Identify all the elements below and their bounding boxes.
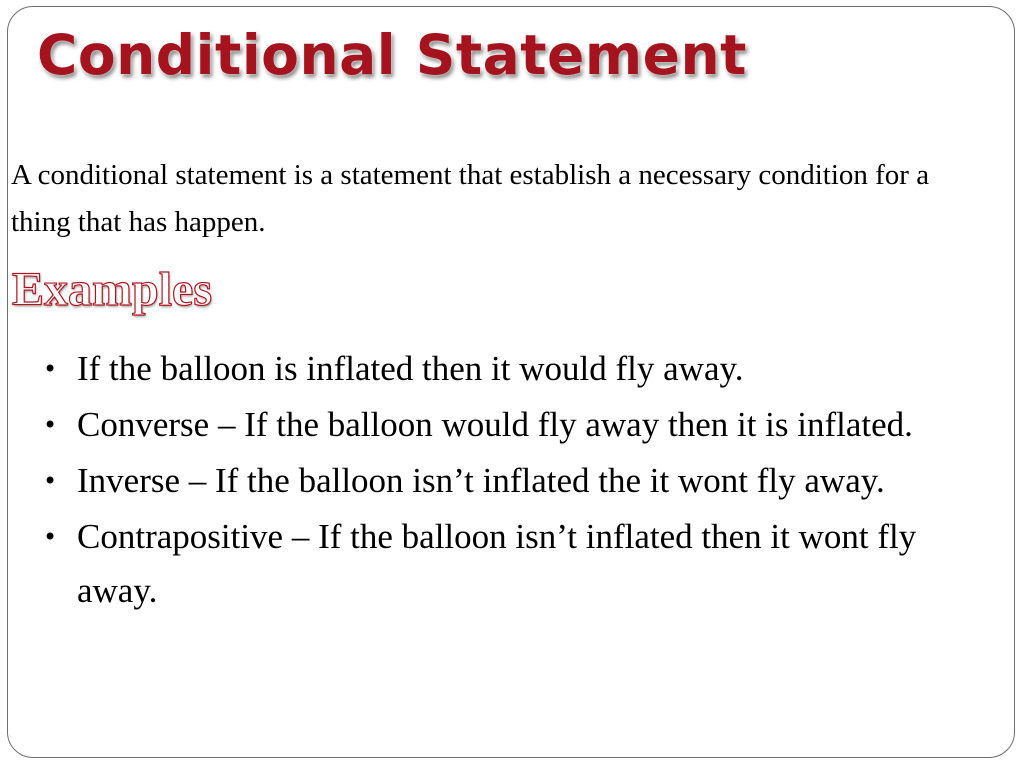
- example-item: [40, 454, 940, 508]
- example-text: Contrapositive – If the balloon isn’t inflated then it wont fly away.: [77, 517, 917, 610]
- bullet-icon: •: [43, 467, 58, 495]
- example-text: Converse – If the balloon would fly away then it is inflated.: [77, 405, 913, 444]
- example-text: If the balloon is inflated then it would fly away.: [77, 349, 744, 388]
- example-item: [40, 398, 940, 452]
- bullet-icon: •: [43, 523, 58, 551]
- definition-text: A conditional statement is a statement that establish a necessary condition for a thing that has happen.: [11, 159, 930, 238]
- examples-heading: Examples: [12, 263, 213, 316]
- bullet-icon: •: [43, 411, 58, 439]
- slide-title: Conditional Statement: [37, 23, 747, 87]
- example-item: [40, 342, 940, 396]
- example-text: Inverse – If the balloon isn’t inflated the it wont fly away.: [77, 461, 885, 500]
- bullet-icon: •: [43, 355, 58, 383]
- example-item: [40, 510, 940, 618]
- examples-list: [40, 342, 940, 620]
